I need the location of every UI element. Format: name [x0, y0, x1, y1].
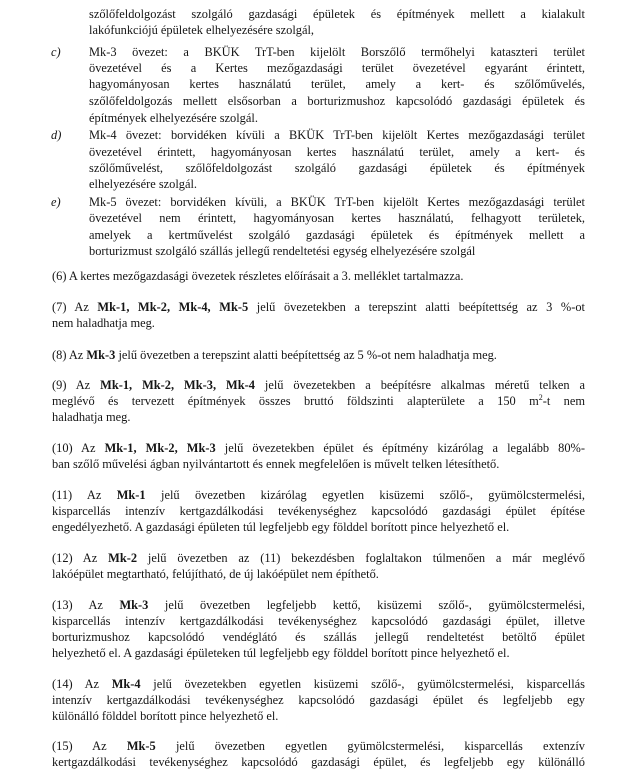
paragraph-13-line-2: kisparcellás intenzív kertgazdálkodási tevékenységhez kapcsolódó gazdasági épület, illetve: [52, 614, 585, 628]
p11-text: (11) Az: [52, 488, 117, 502]
p11-zone: Mk-1: [116, 488, 146, 502]
paragraph-10-line-2: ban szőlő művelési ágban nyilvántartott és ennek megfelelően is művelt telken létesíthető.: [52, 457, 500, 471]
p8-text: jelű övezetben a terepszint alatti beépítettség az 5 %-ot nem haladhatja meg.: [115, 348, 497, 362]
paragraph-11-line-1: [52, 487, 585, 503]
item-c-line-5: építmények elhelyezésére szolgál.: [89, 111, 258, 125]
paragraph-14-line-1: [52, 676, 585, 692]
paragraph-8: [52, 347, 585, 363]
item-d-line-2: övezetével érintett, hagyományosan kertes használatú terület, amely a kert- és: [89, 145, 585, 159]
item-c-letter: c): [51, 45, 61, 59]
item-b-line-2: lakófunkciójú épületek elhelyezésére szolgál,: [89, 23, 314, 37]
p13-zone: Mk-3: [119, 598, 149, 612]
item-d-line-3: szőlőművelést, szőlőfeldolgozást szolgáló gazdasági épületek és építmények: [89, 161, 585, 175]
paragraph-6: (6) A kertes mezőgazdasági övezetek részletes előírásait a 3. melléklet tartalmazza.: [52, 269, 464, 283]
p14-text: jelű övezetekben egyetlen kisüzemi szőlő-, gyümölcstermelési, kisparcellás: [140, 677, 585, 691]
p9-superscript: 2: [538, 392, 543, 402]
item-e-line-4: borturizmust szolgáló szállás jellegű rendeltetési egység elhelyezésére szolgál: [89, 244, 476, 258]
p15-zone: Mk-5: [126, 739, 156, 753]
paragraph-9-line-2: [52, 393, 585, 409]
paragraph-10-line-1: [52, 440, 585, 456]
p9-text: (9) Az: [52, 378, 101, 392]
paragraph-14-line-3: különálló földdel borított pince helyezhető el.: [52, 709, 279, 723]
item-e-letter: e): [51, 195, 61, 209]
p9-text: -t nem: [542, 394, 586, 408]
item-e-line-2: övezetével nem érintett, hagyományosan kertes használatú, felhagyott területek,: [89, 211, 585, 225]
p13-text: jelű övezetben legfeljebb kettő, kisüzemi szőlő-, gyümölcstermelési,: [148, 598, 586, 612]
p13-text: (13) Az: [52, 598, 120, 612]
p10-zones: Mk-1, Mk-2, Mk-3: [104, 441, 216, 455]
paragraph-12-line-2: lakóépület megtartható, felújítható, de új lakóépület nem építhető.: [52, 567, 379, 581]
p12-text: (12) Az: [52, 551, 109, 565]
p14-zone: Mk-4: [111, 677, 141, 691]
p8-text: (8) Az: [52, 348, 87, 362]
paragraph-15-line-2: kertgazdálkodási tevékenységhez kapcsolódó gazdasági épület, és legfeljebb egy különálló: [52, 755, 585, 769]
item-e-line-1: Mk-5 övezet: borvidéken kívüli, a BKÜK TrT-ben kijelölt Kertes mezőgazdasági terület: [89, 195, 585, 209]
p15-text: jelű övezetben egyetlen gyümölcstermelési, kisparcellás extenzív: [155, 739, 585, 753]
paragraph-11-line-3: engedélyezhető. A gazdasági épületen túl legfeljebb egy földdel borított pince helyezhető el.: [52, 520, 510, 534]
p9-text: meglévő és tervezett építmények összes bruttó földszinti alapterülete a 150 m: [52, 394, 539, 408]
p12-text: jelű övezetben az (11) bekezdésben foglaltakon túlmenően a már meglévő: [137, 551, 586, 565]
p10-text: (10) Az: [52, 441, 105, 455]
p12-zone: Mk-2: [108, 551, 138, 565]
paragraph-7-line-1: [52, 299, 585, 315]
item-c-line-2: övezetével és a Kertes mezőgazdasági terület övezetével egyaránt érintett,: [89, 61, 585, 75]
item-c-line-3: hagyományosan kertes használatú terület, amely a kert- és szőlőművelés,: [89, 77, 585, 91]
item-c-line-4: szőlőfeldolgozás mellett elsősorban a borturizmushoz kapcsolódó gazdasági épületek és: [89, 94, 585, 108]
p9-text: jelű övezetekben a beépítésre alkalmas méretű telken a: [254, 378, 585, 392]
p11-text: jelű övezetben kizárólag egyetlen kisüzemi szőlő-, gyümölcstermelési,: [145, 488, 585, 502]
paragraph-11-line-2: kisparcellás intenzív kertgazdálkodási tevékenységhez kapcsolódó gazdasági épület építése: [52, 504, 585, 518]
paragraph-7-line-2: nem haladhatja meg.: [52, 316, 155, 330]
item-d-line-1: Mk-4 övezet: borvidéken kívüli a BKÜK TrT-ben kijelölt Kertes mezőgazdasági terület: [89, 128, 585, 142]
paragraph-9-line-3: haladhatja meg.: [52, 410, 131, 424]
p8-zone: Mk-3: [86, 348, 116, 362]
p14-text: (14) Az: [52, 677, 112, 691]
p15-text: (15) Az: [52, 739, 127, 753]
item-c-line-1: Mk-3 övezet: a BKÜK TrT-ben kijelölt Borszőlő termőhelyi kataszteri terület: [89, 45, 585, 59]
paragraph-9-line-1: [52, 377, 585, 393]
paragraph-13-line-3: borturizmushoz kapcsolódó vendéglátó és szállás jellegű rendeltetést betöltő épület: [52, 630, 585, 644]
p9-zones: Mk-1, Mk-2, Mk-3, Mk-4: [100, 378, 255, 392]
p7-text: jelű övezetekben a terepszint alatti beépítettség az 3 %-ot: [248, 300, 585, 314]
item-b-line-1: szőlőfeldolgozást szolgáló gazdasági épületek és építmények mellett a kialakult: [89, 7, 585, 21]
paragraph-12-line-1: [52, 550, 585, 566]
paragraph-13-line-1: [52, 597, 585, 613]
p7-zones: Mk-1, Mk-2, Mk-4, Mk-5: [97, 300, 249, 314]
paragraph-14-line-2: intenzív kertgazdálkodási tevékenységhez kapcsolódó gazdasági épület és legfeljebb egy: [52, 693, 585, 707]
item-d-letter: d): [51, 128, 62, 142]
paragraph-13-line-4: helyezhető el. A gazdasági épületeken túl legfeljebb egy földdel borított pince helyezhető el.: [52, 646, 510, 660]
item-d-line-4: elhelyezésére szolgál.: [89, 177, 198, 191]
paragraph-15-line-1: [52, 738, 585, 754]
item-e-line-3: amelyek a kertművelést szolgáló gazdasági épületek és építmények mellett a: [89, 228, 585, 242]
p10-text: jelű övezetekben épület és építmény kizárólag a legalább 80%-: [215, 441, 586, 455]
p7-text: (7) Az: [52, 300, 98, 314]
